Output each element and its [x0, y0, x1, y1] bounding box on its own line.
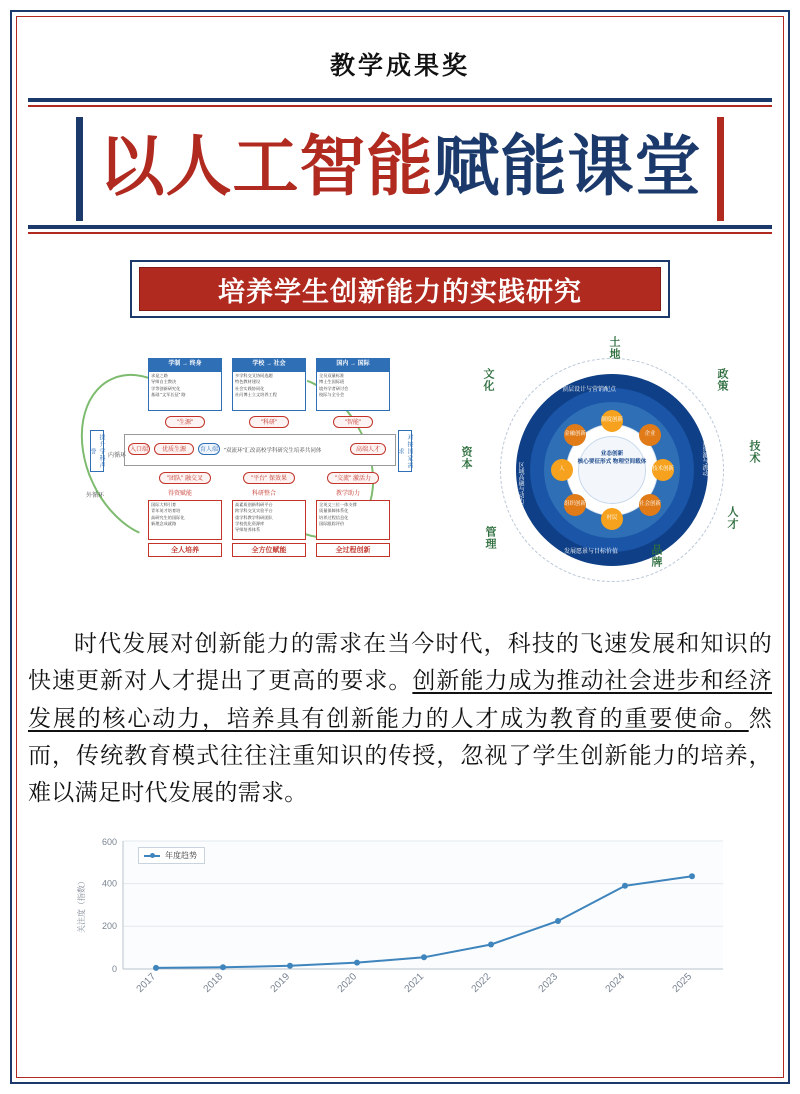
flow-side-right: 对接国家需求 — [398, 430, 412, 472]
legend-swatch-icon — [144, 855, 160, 857]
flow-label-outer-loop: 外循环 — [86, 493, 105, 499]
flow-midtag2-0: "团队" 融交叉 — [159, 472, 211, 484]
wheel-core-label — [572, 450, 652, 466]
flow-midtag2-1: "平台" 保效果 — [243, 472, 295, 484]
outer-tag-technology: 技术 — [748, 440, 760, 464]
svg-text:2018: 2018 — [201, 971, 226, 996]
flow-bottom-box-1: 高素质创新科研平台 跨学科交叉实验平台 重学科教学科研团队 学校优化资源库 导师培养体系 — [232, 500, 306, 540]
wheel-node-6: 人 — [551, 459, 573, 481]
trend-chart — [28, 835, 772, 1010]
wheel-node-3: 社会创新 — [639, 494, 661, 516]
body-text-part2: 然而，传统教育模式往往注重知识的传授，忽视了学生创新能力的培养，难以满足时代发展的需求。 — [28, 705, 772, 806]
flow-midtag-2: "智能" — [333, 416, 373, 428]
flow-midtag-0: "生源" — [165, 416, 205, 428]
flow-head-2: 国内 → 国际 — [316, 358, 390, 371]
title-block — [28, 113, 772, 223]
outer-tag-brand: 品牌 — [650, 544, 662, 568]
flow-pill-source: 优质生源 — [154, 443, 194, 455]
wheel-ring-label-left: 区域高融与动力支撑 — [517, 462, 523, 516]
outer-tag-land: 土地 — [608, 336, 620, 360]
svg-text:200: 200 — [101, 921, 117, 932]
svg-text:600: 600 — [101, 837, 117, 848]
subtitle-fill — [139, 267, 661, 311]
outer-tag-policy: 政策 — [716, 368, 728, 392]
body-paragraph — [28, 626, 772, 812]
svg-text:0: 0 — [111, 964, 117, 975]
flow-foot-1: 全方位赋能 — [232, 543, 306, 557]
svg-text:2022: 2022 — [469, 971, 494, 996]
flow-sub-1: 科研整合 — [252, 491, 277, 497]
flow-midtag-1: "科研" — [249, 416, 289, 428]
chart-plot-bg — [123, 841, 723, 969]
legend-label: 年度趋势 — [165, 851, 197, 861]
figure-flow-diagram — [28, 340, 428, 600]
svg-text:2021: 2021 — [402, 971, 427, 996]
chart-y-label: 关注度（指数） — [77, 877, 86, 934]
wheel-node-2: 技术创新 — [652, 459, 674, 481]
flow-midtag2-2: "交流" 激活力 — [327, 472, 379, 484]
chart-y-ticks — [102, 837, 117, 974]
flow-bottom-box-2: 全英文三位一体支撑 质量保障体系化 培养过程信息化 国际跟踪评价 — [316, 500, 390, 540]
flow-head-1: 学校 → 社会 — [232, 358, 306, 371]
svg-text:2017: 2017 — [134, 971, 159, 996]
svg-text:2024: 2024 — [603, 971, 628, 996]
poster-content — [28, 26, 772, 1068]
svg-text:2023: 2023 — [536, 971, 561, 996]
body-text-part1: 时代发展对创新能力的需求在当今时代，科技的飞速发展和知识的快速更新对人才提出了更高的要求。 — [28, 631, 772, 695]
subtitle-text: 培养学生创新能力的实践研究 — [218, 276, 582, 308]
outer-tag-culture: 文化 — [482, 368, 494, 392]
wheel-ring-label-bottom: 发展愿景与目标价值 — [564, 549, 619, 555]
wheel-core — [578, 436, 646, 504]
kicker-text: 教学成果奖 — [329, 51, 470, 80]
svg-text:2020: 2020 — [335, 971, 360, 996]
figures-row — [28, 336, 772, 610]
subtitle-banner — [130, 260, 670, 318]
flow-side-left: 提升学科声誉 — [90, 430, 104, 472]
flow-bottom-box-0: 国际大师引育 青年英才培育培 高研究生的国际化 新理念成就路 — [148, 500, 222, 540]
flow-sub-0: 得资赋能 — [168, 491, 193, 497]
wheel-node-5: 组织创新 — [564, 494, 586, 516]
outer-tag-management: 管理 — [484, 526, 496, 550]
flow-sub-2: 教学助力 — [336, 491, 361, 497]
chart-legend — [138, 847, 205, 864]
outer-tag-talent: 人才 — [726, 506, 738, 530]
wheel-core-text: 核心要征形式 物理空间载体 — [577, 459, 647, 466]
wheel-ring-label-right: 重要的要素资源与流动 — [701, 416, 707, 476]
figure-wheel-diagram — [452, 336, 772, 602]
body-text-underlined: 创新能力成为推动社会进步和经济发展的核心动力，培养具有创新能力的人才成为教育的重要使命。 — [28, 668, 772, 732]
wheel-node-0: 制度创新 — [601, 410, 623, 432]
wheel-node-4: 村民 — [601, 508, 623, 530]
flow-box-0: 求是之路 导师自主教决 学等创新研究化 基础 "文军长征" 路 — [148, 371, 222, 411]
page-title-part2: 赋能课堂 — [433, 128, 702, 205]
page-title — [28, 117, 772, 217]
wheel-node-1: 企业 — [639, 424, 661, 446]
flow-head-0: 学制 → 终身 — [148, 358, 222, 371]
chart-x-ticks — [135, 971, 695, 995]
divider-red-bottom — [28, 232, 772, 234]
page-title-part1: 以人工智能 — [98, 128, 434, 205]
divider-blue-bottom — [28, 225, 772, 229]
svg-text:2025: 2025 — [670, 971, 695, 996]
outer-tag-capital: 资本 — [460, 446, 472, 470]
wheel-center-label: 业态创新 — [600, 451, 624, 457]
svg-text:400: 400 — [101, 878, 117, 889]
flow-foot-0: 全人培养 — [148, 543, 222, 557]
svg-text:2019: 2019 — [268, 971, 293, 996]
wheel-graphic — [500, 358, 724, 582]
flow-pill-inlet: 入口端 — [128, 443, 150, 455]
divider-blue-top — [28, 98, 772, 102]
flow-foot-2: 全过程创新 — [316, 543, 390, 557]
flow-pill-talent: 高端人才 — [350, 443, 386, 455]
flow-pill-cultivate: 育人端 — [198, 443, 220, 455]
wheel-node-7: 金融创新 — [564, 424, 586, 446]
flow-center-label: "双流环"汇改高校学科研究生培养共同体 — [224, 448, 322, 454]
wheel-top-label: 顶层设计与营销配点 — [562, 387, 617, 393]
flow-box-2: 全员双量标准 博士生国际班 境外学者研讨会 校际与全分会 — [316, 371, 390, 411]
flow-box-1: 多学科交叉协同选题 特色教材建设 社会实践协同化 社问博士立文培养工程 — [232, 371, 306, 411]
divider-red-top — [28, 105, 772, 107]
flow-label-inner-loop: 内循环 — [108, 453, 127, 459]
